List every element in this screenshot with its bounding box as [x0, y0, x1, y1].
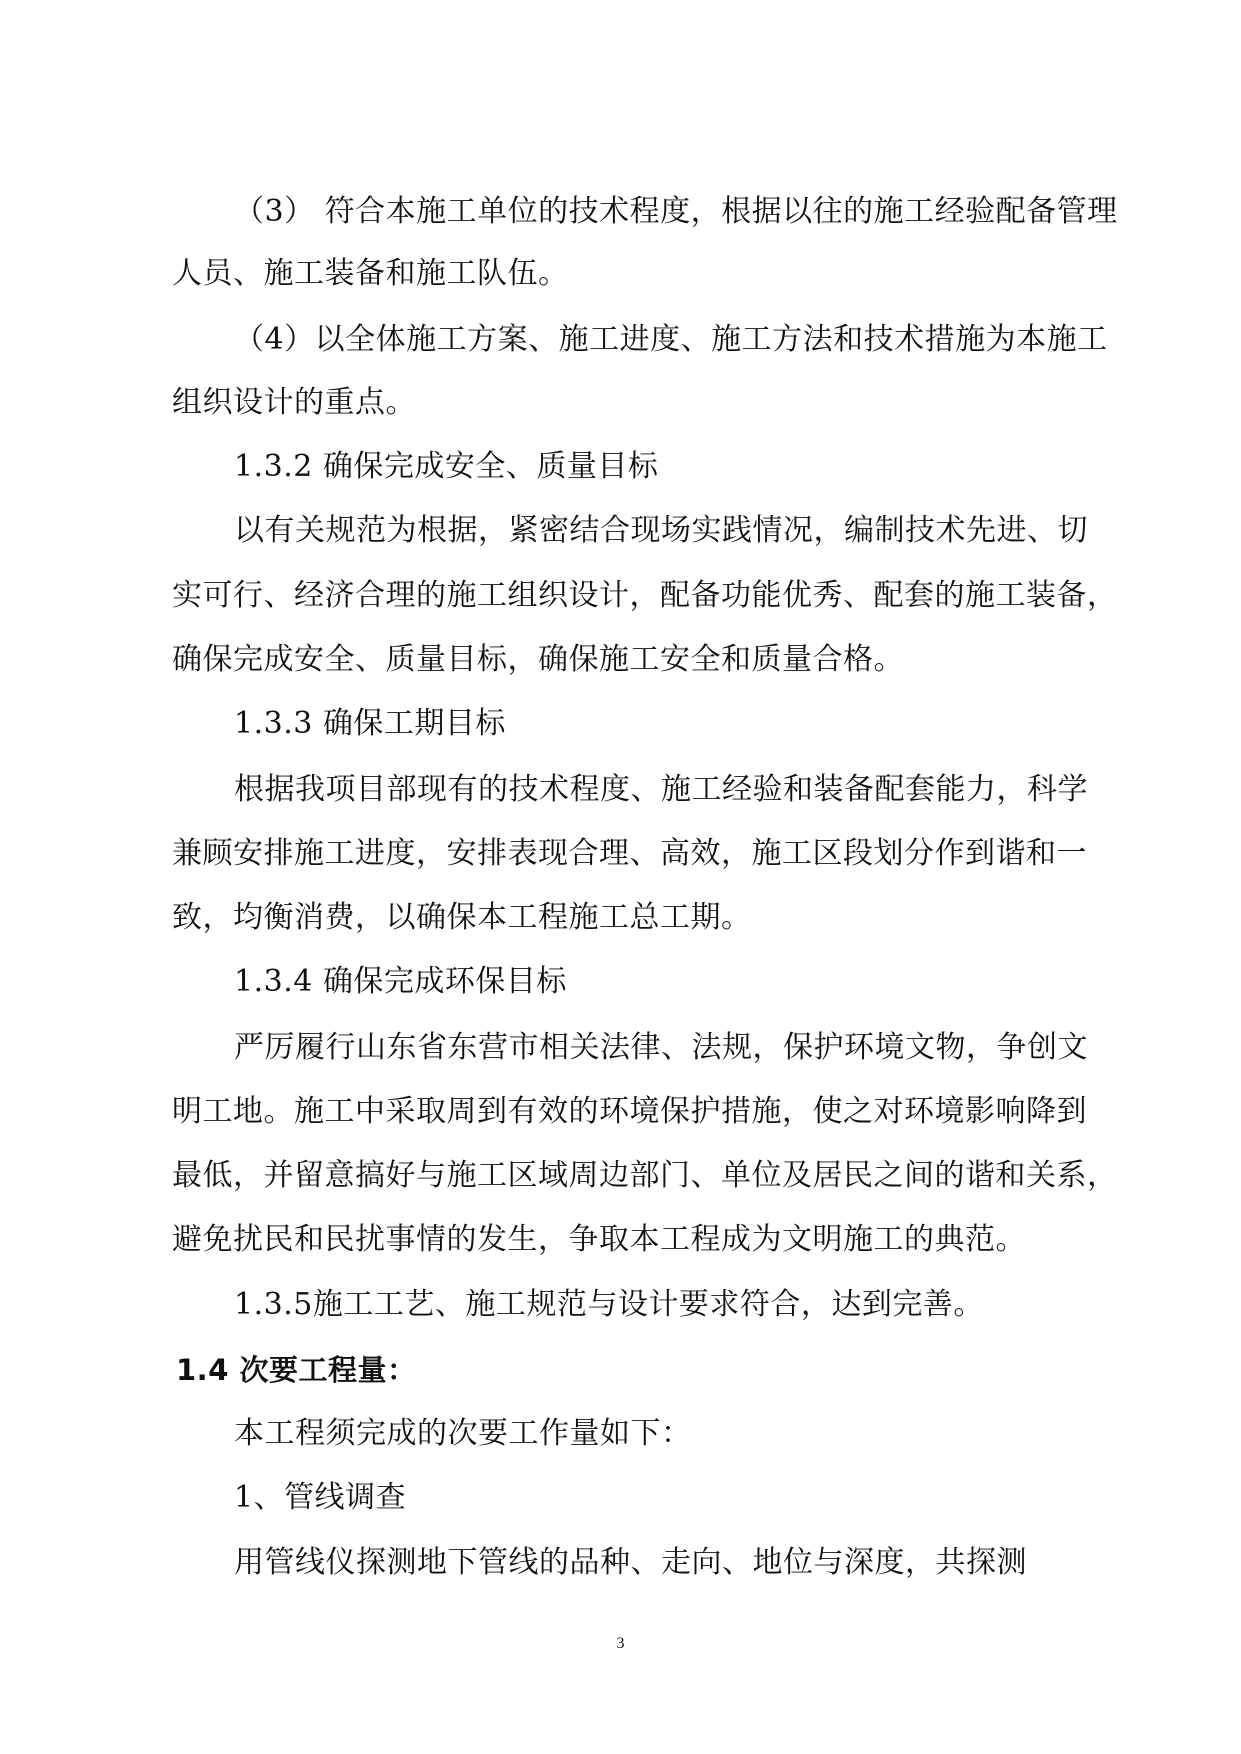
paragraph-line: （4）以全体施工方案、施工进度、施工方法和技术措施为本施工 [234, 322, 1108, 357]
paragraph-line: 严厉履行山东省东营市相关法律、法规，保护环境文物，争创文 [234, 1030, 1088, 1065]
paragraph-line: 兼顾安排施工进度，安排表现合理、高效，施工区段划分作到谐和一 [172, 836, 1087, 871]
paragraph-line: 人员、施工装备和施工队伍。 [172, 256, 569, 291]
list-item: 1、管线调查 [234, 1480, 407, 1515]
section-heading: 1.3.2 确保完成安全、质量目标 [234, 449, 659, 484]
section-heading: 1.3.4 确保完成环保目标 [234, 964, 567, 999]
paragraph-line: 用管线仪探测地下管线的品种、走向、地位与深度，共探测 [234, 1545, 1027, 1580]
paragraph-line: 最低，并留意搞好与施工区域周边部门、单位及居民之间的谐和关系， [172, 1158, 1118, 1193]
paragraph-line: 根据我项目部现有的技术程度、施工经验和装备配套能力，科学 [234, 772, 1088, 807]
paragraph-line: 避免扰民和民扰事情的发生，争取本工程成为文明施工的典范。 [172, 1222, 1026, 1257]
paragraph-line: 组织设计的重点。 [172, 385, 416, 420]
paragraph-line: 本工程须完成的次要工作量如下： [234, 1416, 692, 1451]
paragraph-line: 以有关规范为根据，紧密结合现场实践情况，编制技术先进、切 [234, 513, 1088, 548]
paragraph-line: 1.3.5施工工艺、施工规范与设计要求符合，达到完善。 [234, 1287, 984, 1322]
page-number: 3 [616, 1635, 625, 1652]
chapter-heading: 1.4 次要工程量： [176, 1353, 417, 1387]
section-heading: 1.3.3 确保工期目标 [234, 706, 506, 741]
paragraph-line: 确保完成安全、质量目标，确保施工安全和质量合格。 [172, 642, 904, 677]
paragraph-line: 致，均衡消费，以确保本工程施工总工期。 [172, 900, 752, 935]
paragraph-line: 明工地。施工中采取周到有效的环境保护措施，使之对环境影响降到 [172, 1094, 1087, 1129]
paragraph-line: 实可行、经济合理的施工组织设计，配备功能优秀、配套的施工装备， [172, 578, 1118, 613]
paragraph-line: （3） 符合本施工单位的技术程度，根据以往的施工经验配备管理 [234, 194, 1118, 229]
